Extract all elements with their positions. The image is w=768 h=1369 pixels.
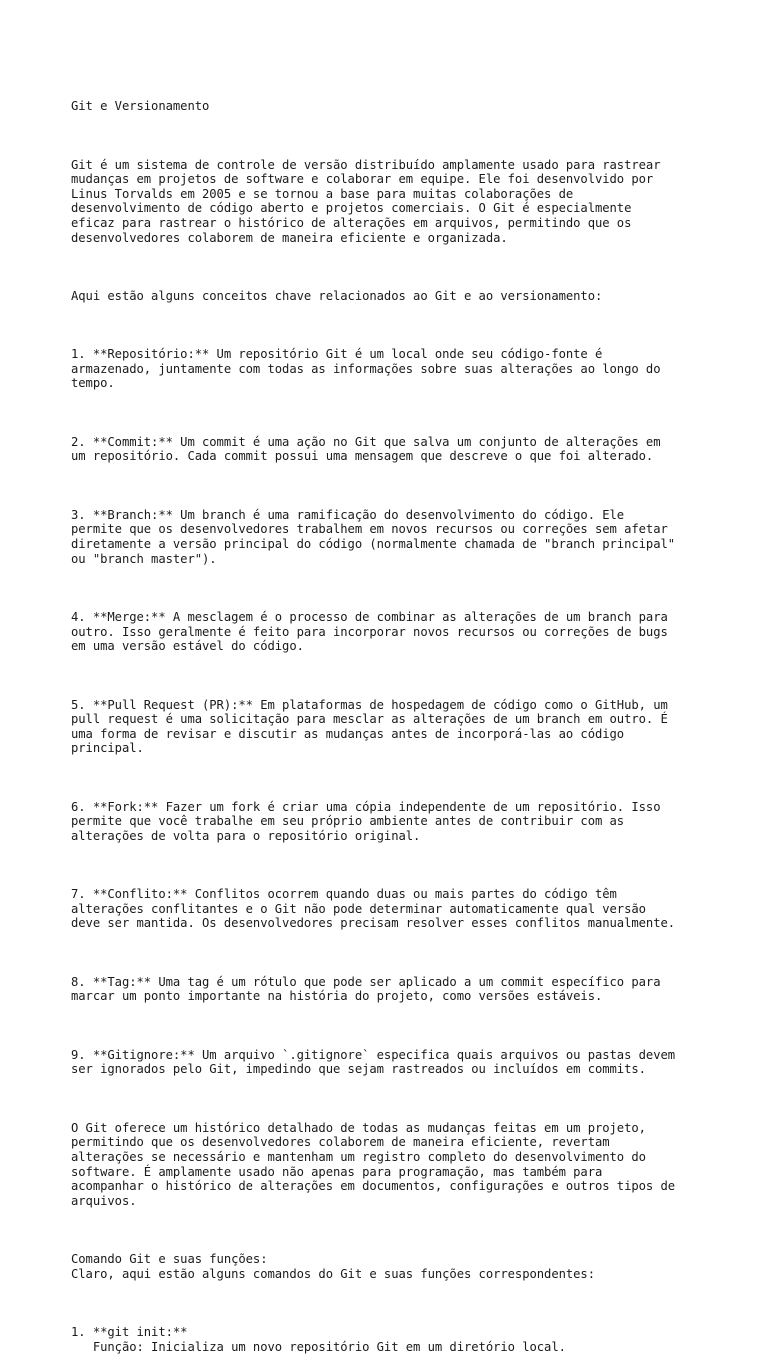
command-git-init: 1. **git init:** Função: Inicializa um novo repositório Git em um diretório local. [71,1325,566,1354]
document-title: Git e Versionamento [71,99,210,114]
concept-commit: 2. **Commit:** Um commit é uma ação no Git que salva um conjunto de alterações em um repositório. Cada commit possui uma mensagem que descreve o que foi alterado. [71,434,661,464]
concept-branch: 3. **Branch:** Um branch é uma ramificação do desenvolvimento do código. Ele permite que os desenvolvedores trabalhem em novos recursos ou correções sem afetar diretamente a versão principal do código (normalmente chamada de "branch principal" ou "branch master"). [71,507,676,566]
intro-paragraph: Git é um sistema de controle de versão distribuído amplamente usado para rastrear mudanças em projetos de software e colaborar em equipe. Ele foi desenvolvido por Linus Torvalds em 2005 e se tornou a base para muitas colaborações de desenvolvimento de código aberto e projetos comerciais. O Git é especialmente eficaz para rastrear o histórico de alterações em arquivos, permitindo que os desenvolvedores colaborem de maneira eficiente e organizada. [71,157,661,245]
document-page [71,70,731,1369]
concept-tag: 8. **Tag:** Uma tag é um rótulo que pode ser aplicado a um commit específico para marcar um ponto importante na história do projeto, como versões estáveis. [71,974,661,1004]
concept-merge: 4. **Merge:** A mesclagem é o processo de combinar as alterações de um branch para outro. Isso geralmente é feito para incorporar novos recursos ou correções de bugs em uma versão estável do código. [71,609,668,654]
concept-gitignore: 9. **Gitignore:** Um arquivo `.gitignore` especifica quais arquivos ou pastas devem ser ignorados pelo Git, impedindo que sejam rastreados ou incluídos em commits. [71,1047,676,1077]
concepts-intro: Aqui estão alguns conceitos chave relacionados ao Git e ao versionamento: [71,288,603,303]
summary-paragraph: O Git oferece um histórico detalhado de todas as mudanças feitas em um projeto, permitindo que os desenvolvedores colaborem de maneira eficiente, revertam alterações se necessário e mantenham um registro completo do desenvolvimento do software. É amplamente usado não apenas para programação, mas também para acompanhar o histórico de alterações em documentos, configurações e outros tipos de arquivos. [71,1120,676,1208]
concept-conflito: 7. **Conflito:** Conflitos ocorrem quando duas ou mais partes do código têm alterações conflitantes e o Git não pode determinar automaticamente qual versão deve ser mantida. Os desenvolvedores precisam resolver esses conflitos manualmente. [71,887,676,931]
concept-pull-request: 5. **Pull Request (PR):** Em plataformas de hospedagem de código como o GitHub, um pull request é uma solicitação para mesclar as alterações de um branch em outro. É uma forma de revisar e discutir as mudanças antes de incorporá-las ao código principal. [71,697,668,756]
concept-fork: 6. **Fork:** Fazer um fork é criar uma cópia independente de um repositório. Isso permite que você trabalhe em seu próprio ambiente antes de contribuir com as alterações de volta para o repositório original. [71,799,661,843]
commands-heading: Comando Git e suas funções: Claro, aqui estão alguns comandos do Git e suas funções correspondentes: [71,1252,595,1281]
concept-repositorio: 1. **Repositório:** Um repositório Git é um local onde seu código-fonte é armazenado, juntamente com todas as informações sobre suas alterações ao longo do tempo. [71,347,661,391]
